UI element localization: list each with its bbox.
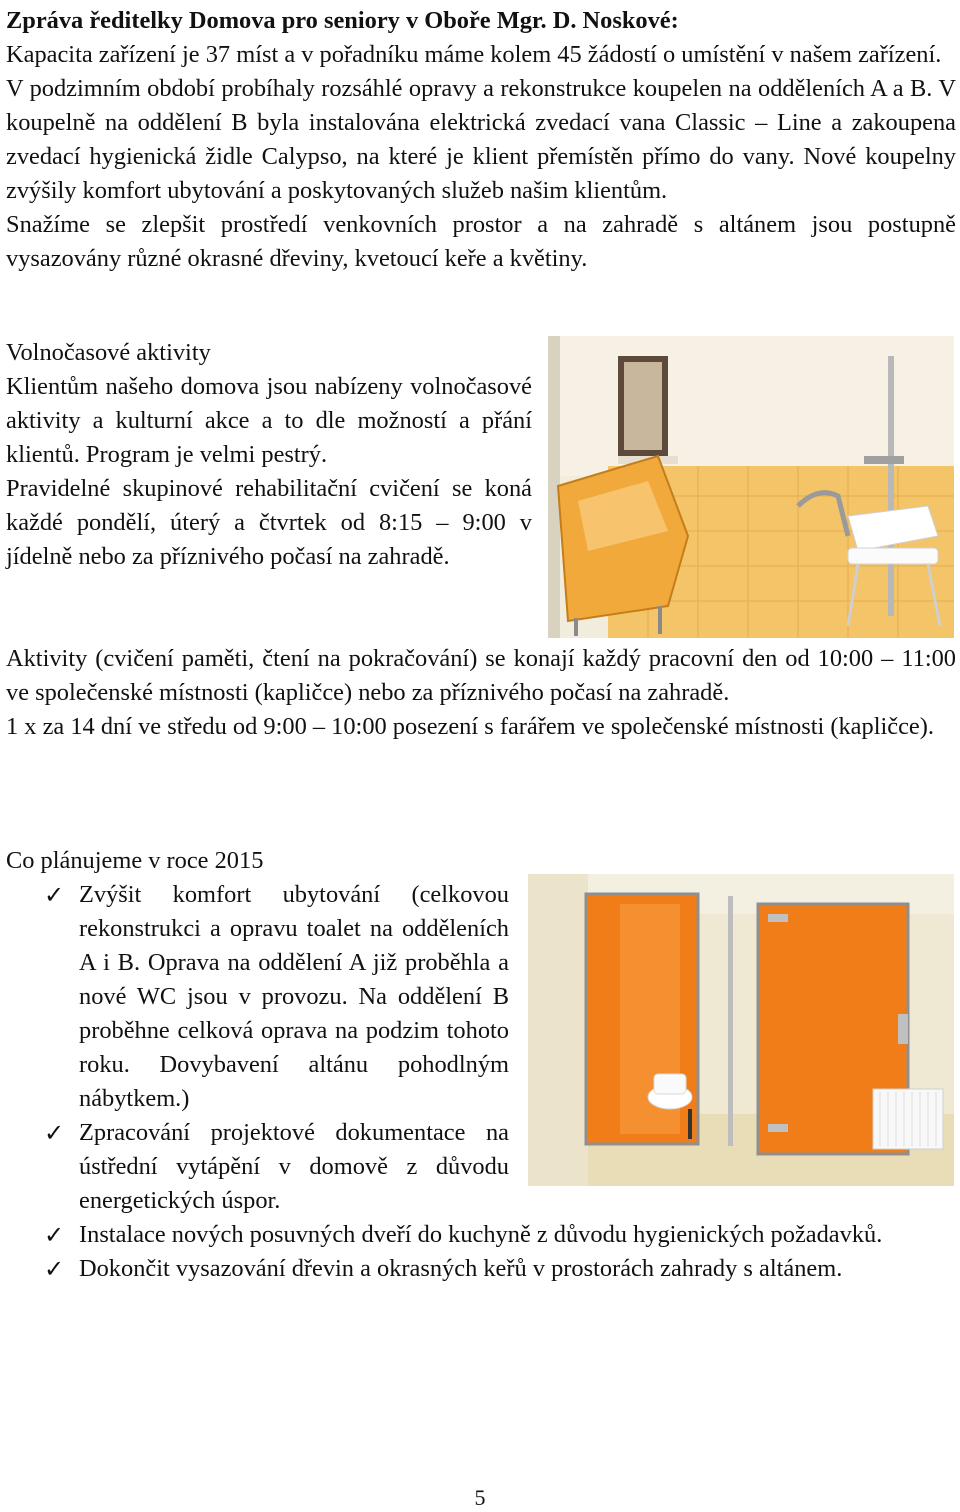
plan-item: [6, 1218, 956, 1252]
leisure-title: Volnočasové aktivity: [6, 339, 211, 366]
plans-title: Co plánujeme v roce 2015: [6, 847, 264, 874]
check-icon: ✓: [44, 1221, 65, 1249]
plan-item: [6, 878, 509, 1116]
plan-item: [6, 1252, 956, 1286]
plan-item-text: Instalace nových posuvných dveří do kuchyně z důvodu hygienických požadavků.: [79, 1221, 883, 1248]
check-icon: ✓: [44, 1255, 65, 1283]
activities-section: [6, 642, 956, 744]
paragraph-garden: Snažíme se zlepšit prostředí venkovních prostor a na zahradě s altánem jsou postupně vysazovány různé okrasné dřeviny, kvetoucí keře a květiny.: [6, 211, 956, 272]
toilet-photo: [528, 874, 954, 1186]
check-icon: ✓: [44, 1119, 65, 1147]
paragraph-activities: Aktivity (cvičení paměti, čtení na pokračování) se konají každý pracovní den od 10:00 – 11:00 ve společenské místnosti (kapličce) nebo za příznivého počasí na zahradě.: [6, 645, 956, 706]
report-intro: [6, 4, 956, 276]
plan-item-text: Zpracování projektové dokumentace na ústřední vytápění v domově z důvodu energetických úspor.: [79, 1119, 509, 1214]
paragraph-capacity: Kapacita zařízení je 37 míst a v pořadníku máme kolem 45 žádostí o umístění v našem zařízení.: [6, 41, 942, 68]
paragraph-rehabilitation: Pravidelné skupinové rehabilitační cvičení se koná každé pondělí, úterý a čtvrtek od 8:15 – 9:00 v jídelně nebo za příznivého počasí na zahradě.: [6, 475, 532, 570]
plan-item-text: Zvýšit komfort ubytování (celkovou rekonstrukci a opravu toalet na odděleních A i B. Oprava na oddělení A již proběhla a nové WC jsou v provozu. Na oddělení B proběhne celková oprava na podzim tohoto roku. Dovybavení altánu pohodlným nábytkem.): [79, 881, 509, 1112]
paragraph-priest: 1 x za 14 dní ve středu od 9:00 – 10:00 posezení s farářem ve společenské místnosti (kapličce).: [6, 713, 934, 740]
report-heading: Zpráva ředitelky Domova pro seniory v Oboře Mgr. D. Noskové:: [6, 7, 679, 34]
bathroom-photo: [548, 336, 954, 638]
page-number: 5: [474, 1485, 486, 1510]
plan-item: [6, 1116, 509, 1218]
plan-item-text: Dokončit vysazování dřevin a okrasných keřů v prostorách zahrady s altánem.: [79, 1255, 843, 1282]
paragraph-leisure: Klientům našeho domova jsou nabízeny volnočasové aktivity a kulturní akce a to dle možností a přání klientů. Program je velmi pestrý.: [6, 373, 532, 468]
paragraph-repairs: V podzimním období probíhaly rozsáhlé opravy a rekonstrukce koupelen na odděleních A a B. V koupelně na oddělení B byla instalována elektrická zvedací vana Classic – Line a zakoupena zvedací hygienická židle Calypso, na které je klient přemístěn přímo do vany. Nové koupelny zvýšily komfort ubytování a poskytovaných služeb našim klientům.: [6, 75, 956, 204]
check-icon: ✓: [44, 881, 65, 909]
leisure-section: [6, 336, 532, 574]
